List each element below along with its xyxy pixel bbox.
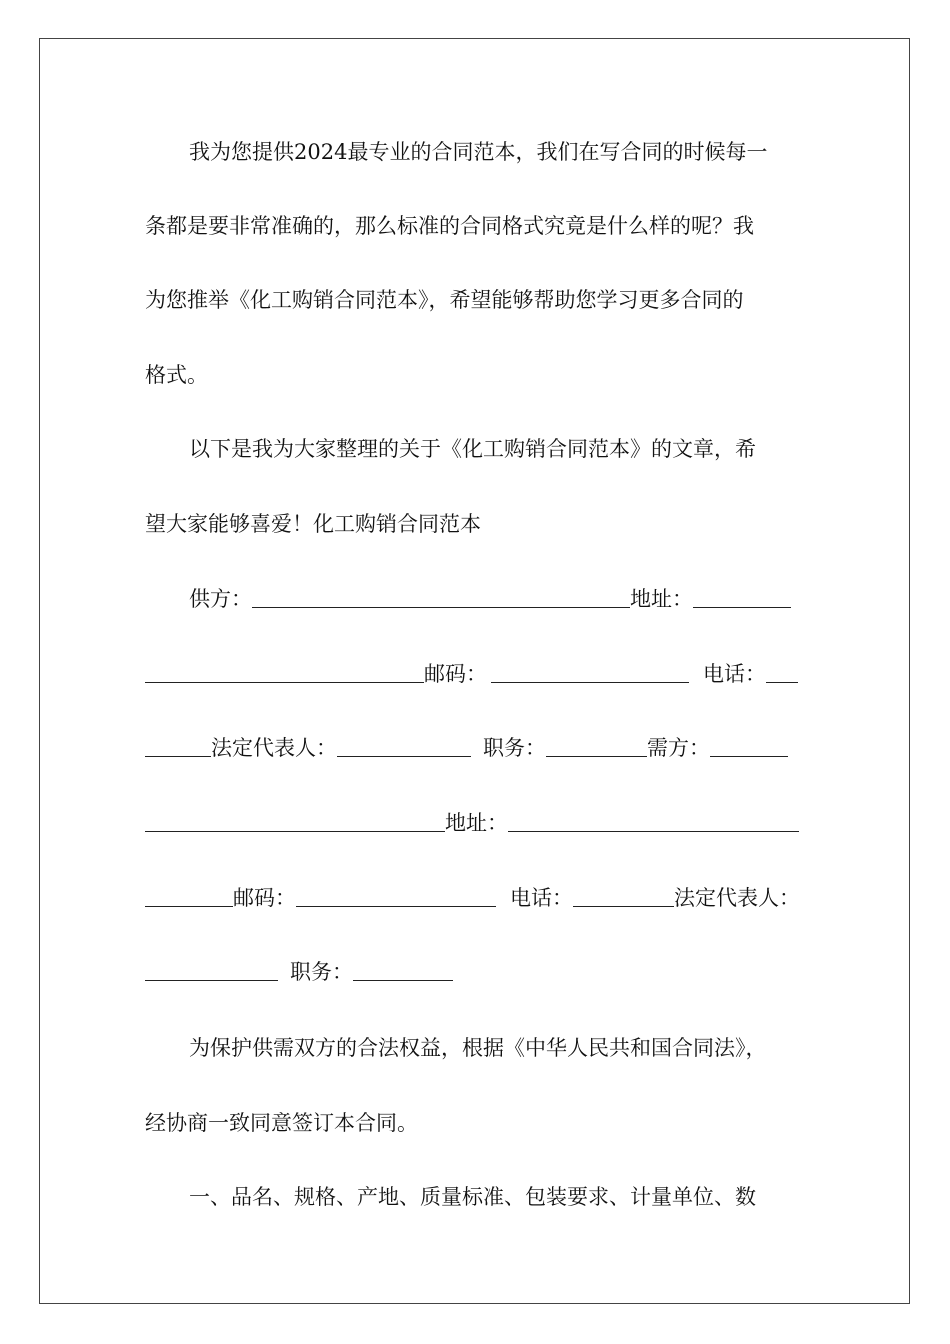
buyer-blank[interactable] xyxy=(710,736,788,757)
supplier-position-blank[interactable] xyxy=(546,736,647,757)
supplier-address-label: 地址： xyxy=(630,587,693,611)
buyer-label: 需方： xyxy=(647,736,710,760)
supplier-phone-label: 电话： xyxy=(703,662,766,686)
intro-line-4: 格式。 xyxy=(145,363,208,387)
paragraph-2-line-1: 以下是我为大家整理的关于《化工购销合同范本》的文章，希 xyxy=(189,437,756,461)
supplier-blank[interactable] xyxy=(252,587,630,608)
supplier-phone-blank-cont[interactable] xyxy=(145,736,211,757)
paragraph-2-line-2: 望大家能够喜爱！化工购销合同范本 xyxy=(145,512,481,536)
buyer-blank-cont[interactable] xyxy=(145,811,445,832)
form-line-2 xyxy=(145,659,805,689)
buyer-address-blank[interactable] xyxy=(508,811,799,832)
supplier-postcode-label: 邮码： xyxy=(424,662,487,686)
supplier-postcode-blank[interactable] xyxy=(491,662,689,683)
buyer-postcode-label: 邮码： xyxy=(233,886,296,910)
supplier-label: 供方： xyxy=(189,587,252,611)
law-basis-line-2: 经协商一致同意签订本合同。 xyxy=(145,1111,418,1135)
form-line-3 xyxy=(145,733,805,763)
form-line-5 xyxy=(145,883,805,913)
supplier-phone-blank[interactable] xyxy=(766,662,798,683)
form-line-1 xyxy=(145,584,849,614)
intro-line-2: 条都是要非常准确的，那么标准的合同格式究竟是什么样的呢？我 xyxy=(145,214,754,238)
buyer-position-blank[interactable] xyxy=(353,960,453,981)
buyer-legal-rep-blank[interactable] xyxy=(145,960,278,981)
supplier-legal-rep-blank[interactable] xyxy=(337,736,471,757)
clause-1-line-1: 一、品名、规格、产地、质量标准、包装要求、计量单位、数 xyxy=(189,1185,756,1209)
buyer-address-label: 地址： xyxy=(445,811,508,835)
buyer-phone-label: 电话： xyxy=(510,886,573,910)
buyer-phone-blank[interactable] xyxy=(573,886,674,907)
buyer-address-blank-cont[interactable] xyxy=(145,886,233,907)
buyer-postcode-blank[interactable] xyxy=(296,886,496,907)
supplier-position-label: 职务： xyxy=(483,736,546,760)
buyer-legal-rep-label: 法定代表人： xyxy=(674,886,800,910)
supplier-address-blank-cont[interactable] xyxy=(145,662,424,683)
buyer-position-label: 职务： xyxy=(290,960,353,984)
intro-line-1: 我为您提供2024最专业的合同范本，我们在写合同的时候每一 xyxy=(189,140,768,164)
law-basis-line-1: 为保护供需双方的合法权益，根据《中华人民共和国合同法》， xyxy=(189,1036,767,1060)
intro-line-3: 为您推举《化工购销合同范本》，希望能够帮助您学习更多合同的 xyxy=(145,288,744,312)
form-line-6 xyxy=(145,957,805,987)
supplier-address-blank[interactable] xyxy=(693,587,791,608)
form-line-4 xyxy=(145,808,805,838)
supplier-legal-rep-label: 法定代表人： xyxy=(211,736,337,760)
